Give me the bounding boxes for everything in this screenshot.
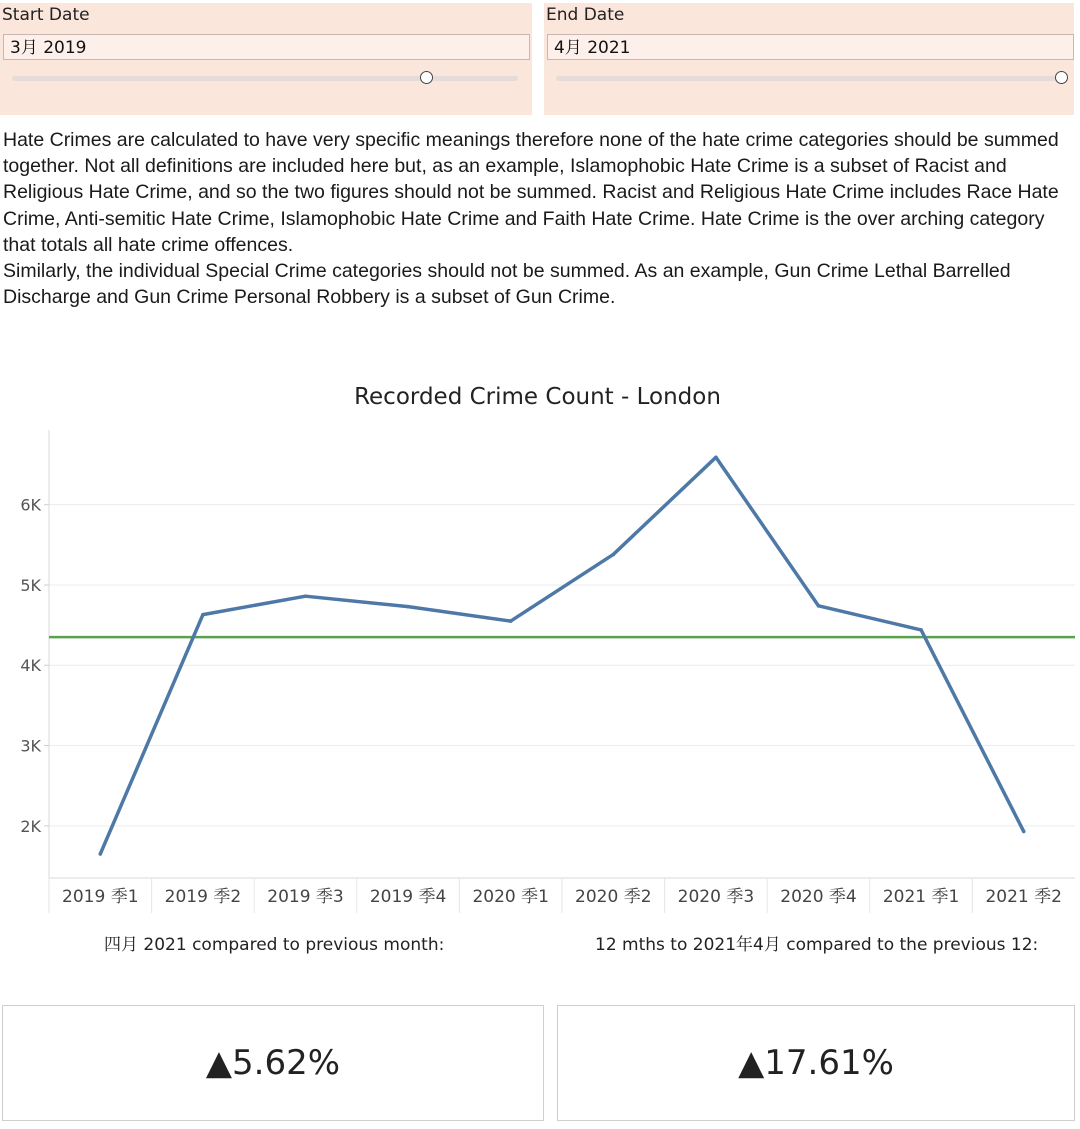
crime-count-series-line <box>100 457 1023 854</box>
data-point <box>99 852 103 856</box>
y-tick-label: 3K <box>20 736 41 756</box>
y-tick-label: 5K <box>20 575 41 595</box>
data-point <box>919 628 923 632</box>
x-tick-label: 2020 季3 <box>677 887 755 907</box>
note-paragraph-1: Hate Crimes are calculated to have very specific meanings therefore none of the hate crime categories should be summed together. Not all definitions are included here but, as an example, Islamophobic Hate Crime is a subset of Racist and Religious Hate Crime, and so the two figures should not be summed. Racist and Religious Hate Crime includes Race Hate Crime, Anti-semitic Hate Crime, Islamophobic Hate Crime and Faith Hate Crime. Hate Crime is the over arching category that totals all hate crime offences. <box>3 129 1059 256</box>
y-tick-label: 6K <box>20 495 41 515</box>
end-date-slider-handle[interactable] <box>1055 71 1068 84</box>
month-change-value: ▲5.62% <box>205 1043 341 1083</box>
month-change-card <box>2 1005 544 1121</box>
data-point <box>509 619 513 623</box>
x-tick-label: 2019 季3 <box>267 887 344 907</box>
hate-crime-note <box>3 127 1078 310</box>
note-paragraph-2: Similarly, the individual Special Crime categories should not be summed. As an example, Gun Crime Lethal Barrelled Discharge and Gun Crime Personal Robbery is a subset of Gun Crime. <box>3 260 1011 309</box>
x-tick-label: 2019 季2 <box>164 887 242 907</box>
x-tick-label: 2020 季4 <box>780 887 857 907</box>
x-tick-label: 2021 季1 <box>882 887 960 907</box>
start-date-slider-handle[interactable] <box>420 71 433 84</box>
end-date-label: End Date <box>546 5 625 25</box>
start-date-input[interactable]: 3月 2019 <box>3 34 530 60</box>
year-change-value: ▲17.61% <box>738 1043 894 1083</box>
end-date-slider-track[interactable] <box>556 76 1062 81</box>
data-point <box>201 613 205 617</box>
year-change-card <box>557 1005 1075 1121</box>
crime-count-line-chart <box>0 420 1080 920</box>
x-tick-label: 2021 季2 <box>985 887 1062 907</box>
x-tick-label: 2019 季1 <box>62 887 139 907</box>
chart-title: Recorded Crime Count - London <box>354 384 721 410</box>
y-tick-label: 4K <box>20 656 41 676</box>
data-point <box>1022 830 1026 834</box>
month-comparison-label: 四月 2021 compared to previous month: <box>104 935 445 955</box>
start-date-filter <box>0 3 532 115</box>
end-date-filter <box>544 3 1074 115</box>
data-point <box>612 553 616 557</box>
data-point <box>817 604 821 608</box>
end-date-input[interactable]: 4月 2021 <box>547 34 1074 60</box>
data-point <box>714 455 718 459</box>
x-tick-label: 2019 季4 <box>369 887 447 907</box>
x-tick-label: 2020 季2 <box>575 887 652 907</box>
data-point <box>406 605 410 609</box>
start-date-label: Start Date <box>2 5 90 25</box>
start-date-slider-track[interactable] <box>12 76 518 81</box>
year-comparison-label: 12 mths to 2021年4月 compared to the previous 12: <box>595 935 1039 955</box>
x-tick-label: 2020 季1 <box>472 887 549 907</box>
y-tick-label: 2K <box>20 816 41 836</box>
data-point <box>304 594 308 598</box>
